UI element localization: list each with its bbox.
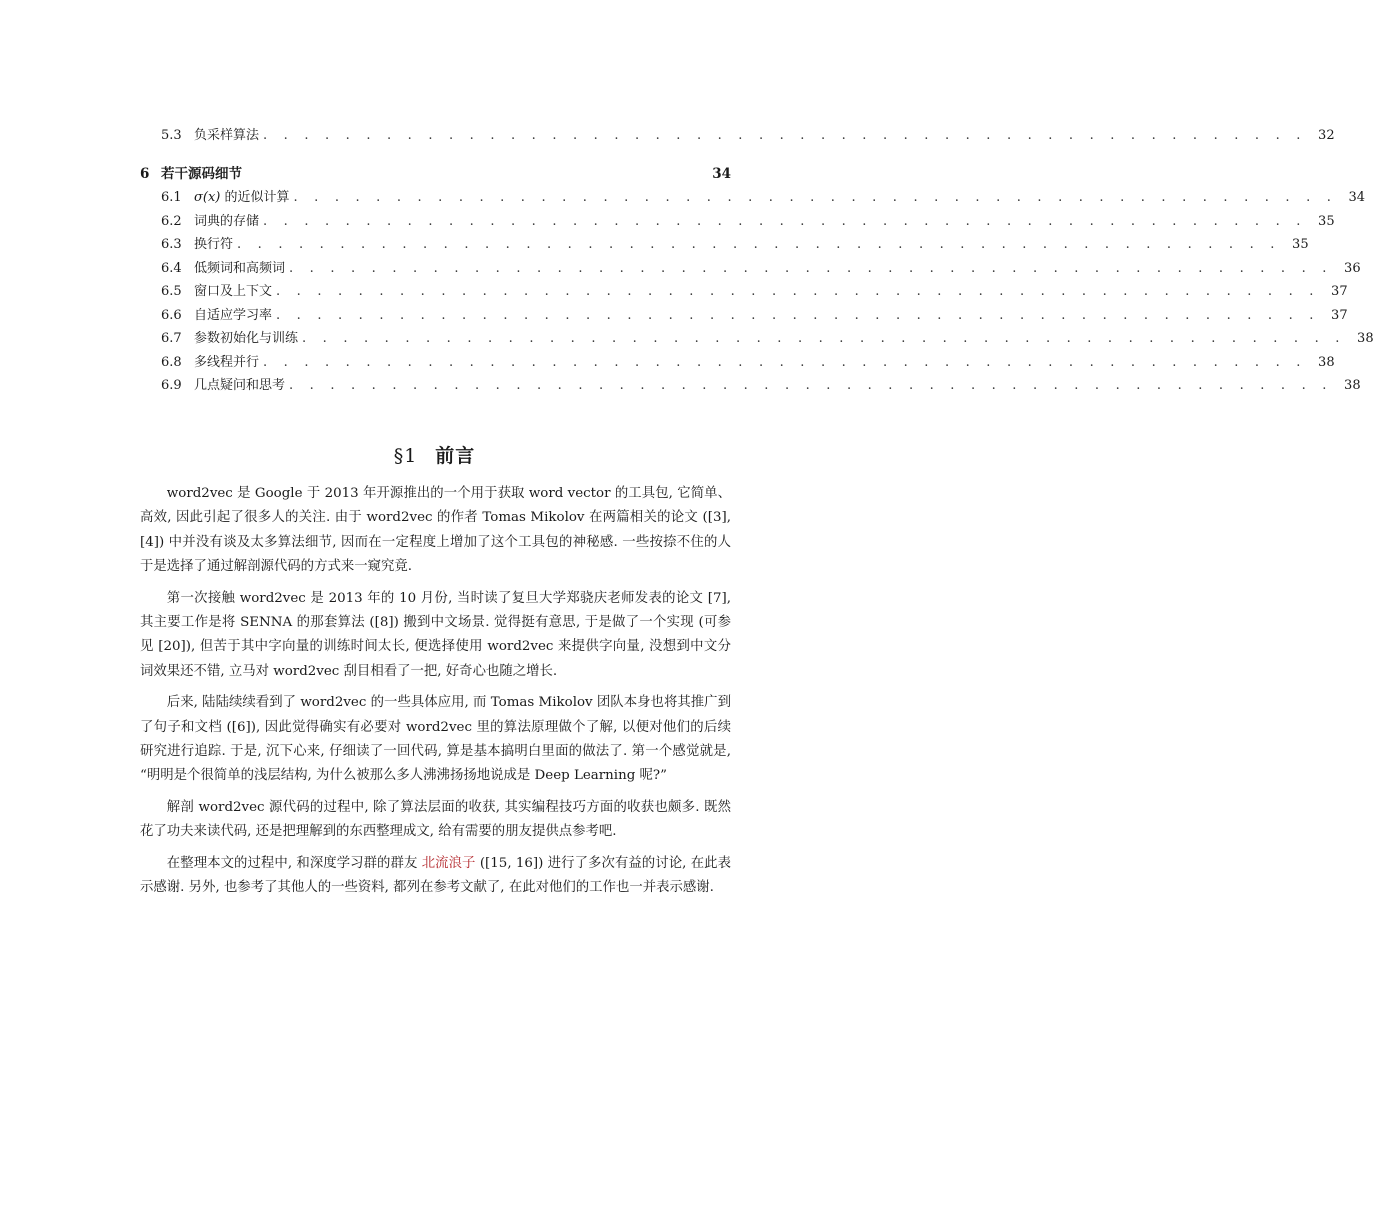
toc-entry-page: 36 <box>1344 260 1361 276</box>
toc-dot-leader: . . . . . . . . . . . . . . . . . . . . . . . . . . . . . . . . . . . . . . . . . . . . . . . . . . . <box>293 190 1338 205</box>
toc-entry-title: 负采样算法 <box>194 128 260 143</box>
toc-entry[interactable] <box>140 124 1335 148</box>
toc-entry-title: 词典的存储 <box>194 213 260 229</box>
toc-chapter-title: 若干源码细节 <box>161 165 242 182</box>
toc-entry-math: σ(x) <box>194 190 221 205</box>
toc-entry-title: 参数初始化与训练 <box>194 331 299 346</box>
toc-dot-leader: . . . . . . . . . . . . . . . . . . . . . . . . . . . . . . . . . . . . . . . . . . . . . . . . . . . <box>237 237 1281 252</box>
section-number: §1 <box>393 445 418 467</box>
toc-entry[interactable] <box>140 351 1335 375</box>
toc-entry[interactable] <box>140 280 1348 304</box>
toc-entry-page: 32 <box>1318 128 1335 143</box>
toc-entry-title: 低频词和高频词 <box>194 260 286 276</box>
toc-entry[interactable] <box>140 257 1361 281</box>
toc-entry[interactable] <box>140 210 1335 234</box>
author-link[interactable]: 北流浪子 <box>421 855 476 871</box>
toc-entry-title-text: 的近似计算 <box>220 190 290 205</box>
toc-chapter-page: 34 <box>712 165 731 182</box>
toc-entry-number: 6.3 <box>161 237 182 252</box>
toc-entry[interactable] <box>140 304 1348 328</box>
toc-entry-page: 35 <box>1318 213 1335 229</box>
preface-body <box>140 482 731 908</box>
toc-chapter-number: 6 <box>140 165 150 182</box>
toc-entry[interactable] <box>140 186 1366 210</box>
toc-entry[interactable] <box>140 327 1374 351</box>
toc-dot-leader: . . . . . . . . . . . . . . . . . . . . . . . . . . . . . . . . . . . . . . . . . . . . . . . . . . . <box>263 213 1307 229</box>
toc-entry-title: 自适应学习率 <box>194 307 273 323</box>
table-of-contents <box>140 124 1374 398</box>
toc-entry-title <box>194 186 290 210</box>
toc-entry-title: 换行符 <box>194 237 234 252</box>
toc-chapter[interactable] <box>140 163 731 187</box>
paragraph: 解剖 word2vec 源代码的过程中, 除了算法层面的收获, 其实编程技巧方面的收获也颇多. 既然花了功夫来读代码, 还是把理解到的东西整理成文, 给有需要的朋友提供点参考吧. <box>140 799 731 840</box>
toc-entry-title: 多线程并行 <box>194 354 260 370</box>
paragraph-text: 在整理本文的过程中, 和深度学习群的群友 <box>166 855 422 871</box>
toc-entry-page: 35 <box>1292 237 1309 252</box>
paragraph-text: ([15, 16]) 进行了多次有益的讨论, 在此表示感谢. 另外, 也参考了其他人的一些资料, 都列在参考文献了, 在此对他们的工作也一并表示感谢. <box>140 855 732 896</box>
toc-entry-page: 38 <box>1357 331 1374 346</box>
toc-dot-leader: . . . . . . . . . . . . . . . . . . . . . . . . . . . . . . . . . . . . . . . . . . . . . . . . . . . <box>276 284 1320 299</box>
toc-dot-leader: . . . . . . . . . . . . . . . . . . . . . . . . . . . . . . . . . . . . . . . . . . . . . . . . . . . <box>276 307 1320 323</box>
toc-entry-page: 37 <box>1331 307 1348 323</box>
toc-dot-leader: . . . . . . . . . . . . . . . . . . . . . . . . . . . . . . . . . . . . . . . . . . . . . . . . . . . <box>289 260 1333 276</box>
section-title: 前言 <box>435 445 476 467</box>
paragraph: word2vec 是 Google 于 2013 年开源推出的一个用于获取 word vector 的工具包, 它简单、高效, 因此引起了很多人的关注. 由于 word2vec 的作者 Tomas Mikolov 在两篇相关的论文 ([3], [4]) 中并没有谈及太多算法细节, 因而在一定程度上增加了这个工具包的神秘感. 一些按捺不住的人于是选择了通过解剖源代码的方式来一窥究竟. <box>140 486 731 575</box>
toc-entry-title: 窗口及上下文 <box>194 284 273 299</box>
paragraph <box>140 852 731 901</box>
toc-dot-leader: . . . . . . . . . . . . . . . . . . . . . . . . . . . . . . . . . . . . . . . . . . . . . . . . . . . <box>302 331 1346 346</box>
toc-entry-page: 37 <box>1331 284 1348 299</box>
toc-entry-title: 几点疑问和思考 <box>194 378 286 393</box>
toc-dot-leader: . . . . . . . . . . . . . . . . . . . . . . . . . . . . . . . . . . . . . . . . . . . . . . . . . . . <box>263 128 1307 143</box>
toc-entry-page: 38 <box>1318 354 1335 370</box>
toc-entry-number: 6.2 <box>161 213 182 229</box>
paragraph: 后来, 陆陆续续看到了 word2vec 的一些具体应用, 而 Tomas Mikolov 团队本身也将其推广到了句子和文档 ([6]), 因此觉得确实有必要对 word2vec 里的算法原理做个了解, 以便对他们的后续研究进行追踪. 于是, 沉下心来, 仔细读了一回代码, 算是基本搞明白里面的做法了. 第一个感觉就是, “明明是个很简单的浅层结构, 为什么被那么多人沸沸扬扬地说成是 Deep Learning 呢?” <box>140 695 731 784</box>
toc-entry-number: 6.6 <box>161 307 182 323</box>
section-heading <box>0 441 869 468</box>
toc-entry-number: 6.4 <box>161 260 182 276</box>
toc-entry[interactable] <box>140 233 1309 257</box>
toc-dot-leader: . . . . . . . . . . . . . . . . . . . . . . . . . . . . . . . . . . . . . . . . . . . . . . . . . . . <box>263 354 1307 370</box>
toc-entry-number: 6.8 <box>161 354 182 370</box>
toc-dot-leader: . . . . . . . . . . . . . . . . . . . . . . . . . . . . . . . . . . . . . . . . . . . . . . . . . . . <box>289 378 1333 393</box>
toc-entry-page: 34 <box>1348 190 1366 205</box>
toc-entry-number: 5.3 <box>161 128 182 143</box>
toc-entry-number: 6.5 <box>161 284 182 299</box>
toc-entry[interactable] <box>140 374 1361 398</box>
toc-entry-number: 6.7 <box>161 331 182 346</box>
toc-entry-number: 6.1 <box>161 190 182 205</box>
toc-entry-page: 38 <box>1344 378 1361 393</box>
toc-entry-number: 6.9 <box>161 378 182 393</box>
paragraph: 第一次接触 word2vec 是 2013 年的 10 月份, 当时读了复旦大学郑骁庆老师发表的论文 [7], 其主要工作是将 SENNA 的那套算法 ([8]) 搬到中文场景. 觉得挺有意思, 于是做了一个实现 (可参见 [20]), 但苦于其中字向量的训练时间太长, 便选择使用 word2vec 来提供字向量, 没想到中文分词效果还不错, 立马对 word2vec 刮目相看了一把, 好奇心也随之增长. <box>140 590 731 679</box>
